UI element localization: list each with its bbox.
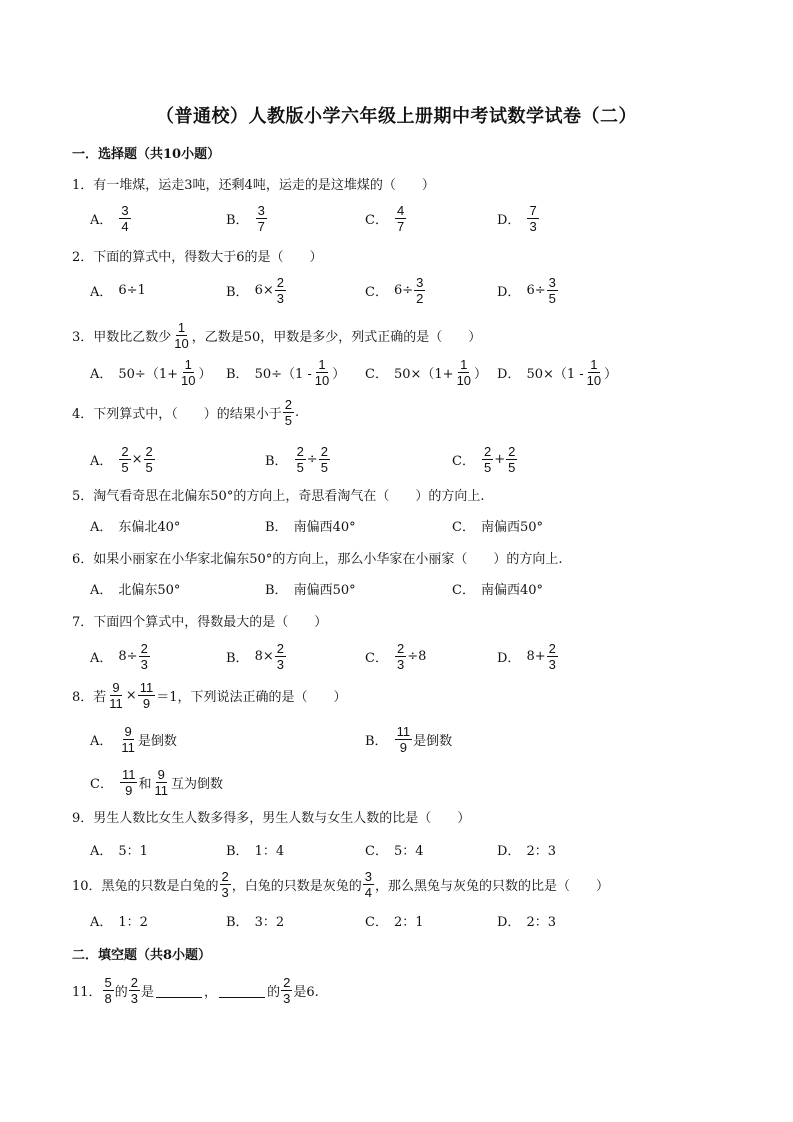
fraction-denominator: 5 — [121, 459, 129, 475]
fraction-numerator: 1 — [177, 319, 186, 335]
option-b[interactable] — [226, 900, 284, 940]
option-c[interactable] — [365, 198, 407, 238]
text-segment: 互为倒数 — [170, 776, 223, 792]
fraction-denominator: 10 — [181, 372, 196, 388]
fraction — [275, 275, 286, 306]
fraction — [275, 641, 286, 672]
question-stem — [72, 600, 327, 640]
fraction-numerator: 9 — [157, 766, 165, 782]
option-c[interactable] — [452, 568, 543, 608]
text-segment: × — [125, 687, 137, 703]
fraction-denominator: 3 — [276, 290, 284, 306]
fraction — [220, 869, 231, 900]
text-segment: . — [295, 404, 300, 420]
text-segment: ，白兔的只数是灰兔的 — [231, 878, 362, 894]
option-label: A． — [90, 453, 113, 469]
fraction-numerator: 3 — [416, 274, 424, 290]
option-a[interactable] — [90, 439, 156, 479]
fraction-denominator: 3 — [130, 990, 139, 1006]
fraction-denominator: 5 — [145, 459, 153, 475]
fraction-denominator: 9 — [142, 695, 151, 711]
fraction-denominator: 3 — [529, 218, 537, 234]
text-segment: 的 — [267, 984, 281, 1000]
fraction-numerator: 1 — [460, 356, 468, 372]
option-label: C． — [452, 582, 475, 598]
fraction-denominator: 10 — [174, 335, 189, 351]
fraction-denominator: 3 — [396, 656, 405, 672]
option-label: A． — [90, 519, 113, 535]
text-segment: 6÷1 — [118, 282, 146, 298]
fraction — [152, 767, 170, 798]
option-label: A． — [90, 650, 113, 666]
question-stem — [72, 970, 319, 1010]
fraction — [313, 357, 331, 388]
text-segment: 5．淘气看奇思在北偏东50°的方向上，奇思看淘气在（ ）的方向上. — [72, 488, 485, 504]
fraction — [527, 203, 538, 234]
fraction-numerator: 3 — [548, 274, 556, 290]
text-segment: 10．黑兔的只数是白兔的 — [72, 878, 219, 894]
fraction — [585, 357, 603, 388]
text-segment: 南偏西40° — [293, 519, 356, 535]
text-segment: 8．若 — [72, 689, 107, 705]
fraction-denominator: 2 — [416, 290, 424, 306]
option-d[interactable] — [497, 198, 540, 238]
fraction — [256, 203, 267, 234]
fraction — [138, 680, 156, 711]
question-stem — [72, 235, 323, 275]
option-c[interactable] — [365, 352, 487, 392]
fraction-denominator: 5 — [483, 459, 492, 475]
question-stem — [72, 392, 299, 432]
fraction-numerator: 2 — [283, 974, 291, 990]
option-d[interactable] — [497, 352, 617, 392]
fraction-denominator: 3 — [140, 656, 148, 672]
text-segment: 南偏西40° — [480, 582, 543, 598]
option-a[interactable] — [90, 719, 177, 759]
text-segment: 和 — [138, 776, 152, 792]
option-label: D． — [497, 284, 521, 300]
fraction-denominator: 9 — [399, 739, 407, 755]
option-label: A． — [90, 366, 113, 382]
text-segment: 7．下面四个算式中，得数最大的是（ ） — [72, 614, 328, 630]
option-label: D． — [497, 650, 521, 666]
option-a[interactable] — [90, 636, 151, 676]
fraction — [172, 320, 190, 351]
text-segment: 2：3 — [526, 843, 556, 859]
option-label: B． — [265, 519, 288, 535]
option-b[interactable] — [226, 636, 287, 676]
fraction-denominator: 5 — [284, 412, 293, 428]
option-label: A． — [90, 284, 113, 300]
option-label: C． — [365, 843, 388, 859]
option-label: C． — [452, 519, 475, 535]
fraction-denominator: 9 — [125, 782, 133, 798]
fraction-denominator: 7 — [396, 218, 405, 234]
text-segment: 8+ — [526, 648, 546, 664]
fraction-numerator: 2 — [140, 640, 148, 656]
fraction — [395, 724, 413, 755]
fraction-numerator: 2 — [284, 396, 293, 412]
fraction-denominator: 5 — [296, 459, 304, 475]
fraction-denominator: 10 — [586, 372, 602, 388]
fraction — [119, 724, 137, 755]
fraction-denominator: 8 — [104, 990, 112, 1006]
text-segment: ÷8 — [407, 648, 427, 664]
option-c[interactable] — [365, 900, 424, 940]
fraction-numerator: 7 — [529, 202, 537, 218]
text-segment: 3：2 — [254, 914, 285, 930]
fraction-numerator: 2 — [508, 443, 516, 459]
option-label: B． — [226, 284, 249, 300]
text-segment: 2：1 — [393, 914, 424, 930]
fraction — [414, 275, 425, 306]
fraction-numerator: 5 — [104, 974, 112, 990]
option-c[interactable] — [365, 270, 426, 310]
fraction-numerator: 11 — [396, 723, 411, 739]
option-b[interactable] — [365, 719, 452, 759]
option-label: C． — [365, 914, 388, 930]
option-label: A． — [90, 582, 113, 598]
option-c[interactable] — [452, 439, 518, 479]
option-label: B． — [265, 453, 288, 469]
option-d[interactable] — [497, 270, 559, 310]
text-segment: 北偏东50° — [118, 582, 181, 598]
text-segment: 1．有一堆煤，运走3吨，还剩4吨，运走的是这堆煤的（ ） — [72, 177, 435, 193]
option-c[interactable] — [365, 829, 424, 869]
text-segment: 1：4 — [254, 843, 285, 859]
fraction-denominator: 5 — [320, 459, 328, 475]
option-a[interactable] — [90, 829, 148, 869]
fraction-numerator: 4 — [396, 202, 405, 218]
option-d[interactable] — [497, 636, 559, 676]
text-segment: ， — [204, 984, 218, 1000]
text-segment: 是倒数 — [137, 733, 177, 749]
text-segment: ，乙数是50，甲数是多少，列式正确的是（ ） — [191, 329, 482, 345]
text-segment: 6．如果小丽家在小华家北偏东50°的方向上，那么小华家在小丽家（ ）的方向上. — [72, 551, 563, 567]
fraction-denominator: 5 — [508, 459, 516, 475]
fraction-numerator: 2 — [145, 443, 153, 459]
option-a[interactable] — [90, 900, 148, 940]
text-segment: ÷ — [306, 451, 318, 467]
option-label: A． — [90, 212, 113, 228]
option-label: D． — [497, 212, 521, 228]
option-b[interactable] — [226, 198, 268, 238]
fraction-numerator: 1 — [590, 356, 598, 372]
option-label: B． — [226, 914, 249, 930]
option-b[interactable] — [226, 270, 287, 310]
fraction-numerator: 2 — [221, 868, 229, 884]
question-stem — [72, 163, 435, 203]
text-segment: 5：1 — [118, 843, 148, 859]
option-a[interactable] — [90, 270, 146, 310]
answer-blank[interactable] — [219, 983, 265, 998]
question-stem — [72, 675, 346, 715]
fraction — [107, 680, 125, 711]
fraction — [144, 444, 155, 475]
fraction — [129, 975, 140, 1006]
fraction-denominator: 4 — [364, 884, 373, 900]
fraction-numerator: 2 — [396, 640, 405, 656]
text-segment: 南偏西50° — [293, 582, 356, 598]
text-segment: ） — [198, 366, 212, 382]
fraction — [319, 444, 330, 475]
option-label: C． — [452, 453, 475, 469]
text-segment: 6× — [254, 282, 274, 298]
fraction-denominator: 3 — [548, 656, 556, 672]
fraction-denominator: 10 — [456, 372, 472, 388]
text-segment: 6÷ — [526, 282, 546, 298]
option-label: A． — [90, 914, 113, 930]
fraction-denominator: 11 — [154, 782, 168, 798]
fraction — [547, 641, 558, 672]
option-label: C． — [365, 284, 388, 300]
section-heading-text: 一．选择题（共10小题） — [72, 146, 221, 162]
fraction-numerator: 11 — [139, 679, 154, 695]
option-label: C． — [365, 650, 388, 666]
fraction — [506, 444, 517, 475]
fraction — [283, 397, 294, 428]
option-b[interactable] — [226, 829, 284, 869]
option-label: B． — [365, 733, 388, 749]
text-segment: 2：3 — [526, 914, 556, 930]
text-segment: 3．甲数比乙数少 — [72, 329, 172, 345]
fraction-numerator: 2 — [320, 443, 328, 459]
fraction — [119, 444, 130, 475]
text-segment: 2．下面的算式中，得数大于6的是（ ） — [72, 249, 323, 265]
fraction — [455, 357, 473, 388]
text-segment: ＝1，下列说法正确的是（ ） — [156, 689, 347, 705]
text-segment: 是6. — [293, 984, 319, 1000]
option-label: B． — [226, 212, 249, 228]
fraction — [395, 641, 406, 672]
text-segment: ） — [474, 366, 488, 382]
fraction-denominator: 3 — [221, 884, 229, 900]
option-label: B． — [226, 366, 249, 382]
option-a[interactable] — [90, 198, 132, 238]
fraction-denominator: 5 — [548, 290, 556, 306]
fraction — [482, 444, 493, 475]
text-segment: 4．下列算式中，（ ）的结果小于 — [72, 406, 282, 422]
text-segment: + — [494, 451, 506, 467]
option-label: A． — [90, 843, 113, 859]
fraction-numerator: 2 — [276, 640, 284, 656]
option-label: D． — [497, 914, 521, 930]
section-heading-text: 二．填空题（共8小题） — [72, 947, 212, 963]
text-segment: 6÷ — [393, 282, 414, 298]
option-label: B． — [226, 843, 249, 859]
option-d[interactable] — [497, 829, 556, 869]
text-segment: 5：4 — [393, 843, 424, 859]
fraction — [103, 975, 114, 1006]
fraction — [547, 275, 558, 306]
text-segment: × — [131, 451, 143, 467]
fraction-numerator: 3 — [364, 868, 373, 884]
page-title: （普通校）人教版小学六年级上册期中考试数学试卷（二） — [156, 106, 637, 127]
fraction-denominator: 11 — [109, 695, 123, 711]
fraction-numerator: 11 — [121, 766, 136, 782]
fraction-numerator: 2 — [483, 443, 492, 459]
fraction — [281, 975, 292, 1006]
fraction-denominator: 7 — [257, 218, 265, 234]
fraction-numerator: 9 — [112, 679, 120, 695]
text-segment: 1：2 — [118, 914, 148, 930]
option-b[interactable] — [265, 439, 331, 479]
fraction — [120, 767, 138, 798]
option-label: C． — [365, 212, 388, 228]
text-segment: 是倒数 — [413, 733, 453, 749]
option-label: C． — [365, 366, 388, 382]
fraction — [139, 641, 150, 672]
text-segment: 8÷ — [118, 648, 138, 664]
option-c[interactable] — [365, 636, 426, 676]
fraction-numerator: 2 — [121, 443, 129, 459]
fraction — [395, 203, 406, 234]
text-segment: 50×（1 - — [526, 366, 584, 382]
fraction-numerator: 3 — [257, 202, 265, 218]
text-segment: ） — [332, 366, 346, 382]
option-d[interactable] — [497, 900, 556, 940]
option-label: B． — [226, 650, 249, 666]
fraction-denominator: 10 — [314, 372, 330, 388]
text-segment: 50×（1+ — [393, 366, 454, 382]
fraction-denominator: 4 — [121, 218, 129, 234]
option-b[interactable] — [226, 352, 345, 392]
text-segment: 50÷（1+ — [118, 366, 178, 382]
text-segment: 是 — [141, 984, 155, 1000]
text-segment: 东偏北40° — [118, 519, 181, 535]
answer-blank[interactable] — [156, 983, 202, 998]
fraction-numerator: 1 — [184, 356, 192, 372]
fraction-numerator: 3 — [121, 202, 129, 218]
text-segment: ） — [604, 366, 618, 382]
text-segment: 11． — [72, 984, 102, 1000]
text-segment: 50÷（1 - — [254, 366, 312, 382]
fraction-denominator: 3 — [283, 990, 291, 1006]
option-label: D． — [497, 366, 521, 382]
fraction-numerator: 2 — [296, 443, 304, 459]
fraction — [179, 357, 197, 388]
question-stem — [72, 864, 609, 904]
text-segment: 的 — [114, 984, 128, 1000]
fraction-numerator: 2 — [130, 974, 139, 990]
option-label: A． — [90, 733, 113, 749]
fraction — [295, 444, 306, 475]
fraction-denominator: 3 — [276, 656, 284, 672]
fraction-denominator: 11 — [121, 739, 135, 755]
text-segment: 8× — [254, 648, 274, 664]
text-segment: 9．男生人数比女生人数多得多，男生人数与女生人数的比是（ ） — [72, 810, 471, 826]
fraction-numerator: 9 — [124, 723, 132, 739]
fraction-numerator: 2 — [276, 274, 284, 290]
option-a[interactable] — [90, 352, 211, 392]
fraction — [363, 869, 374, 900]
option-label: D． — [497, 843, 521, 859]
text-segment: 南偏西50° — [480, 519, 543, 535]
fraction-numerator: 1 — [318, 356, 326, 372]
option-label: C． — [90, 776, 113, 792]
text-segment: ，那么黑兔与灰兔的只数的比是（ ） — [375, 878, 610, 894]
question-stem — [72, 315, 481, 355]
option-label: B． — [265, 582, 288, 598]
fraction-numerator: 2 — [548, 640, 556, 656]
fraction — [119, 203, 130, 234]
